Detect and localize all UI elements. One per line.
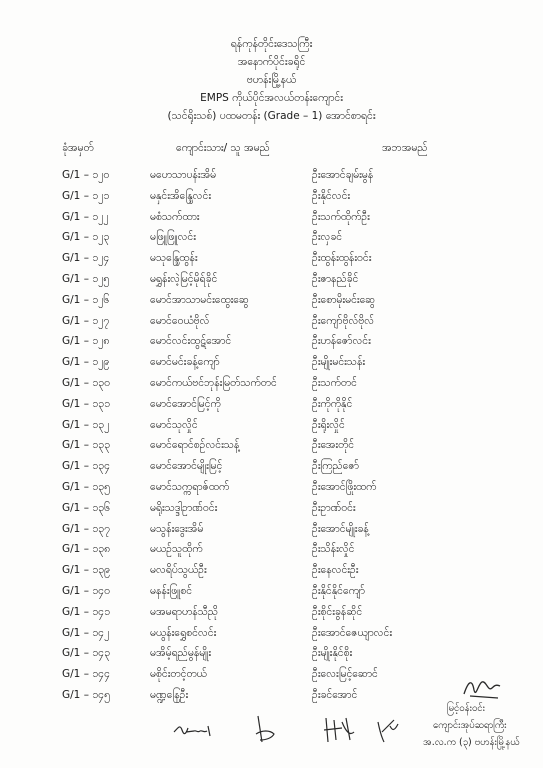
parent-name: ဦးအောင်ဇေယျာလင်း [312,626,393,639]
column-header-roll: ခုံအမှတ် [62,142,94,154]
signatory-org: အ.လ.က (၃) ဗဟန်းမြို့နယ် [423,737,520,748]
student-name: မောင်လင်းထွဋ်အောင် [150,335,232,348]
list-item [0,459,543,480]
list-item [0,272,543,293]
parent-name: ဦးအောင်ချမ်းမွန် [312,169,374,181]
roll-number: G/1 – ၁၂၂ [62,210,109,223]
column-header-student: ကျောင်းသား/ သူ အမည် [176,142,270,154]
roll-number: G/1 – ၁၃၈ [62,543,111,556]
parent-name: ဦးဟန်ဇော်လင်း [312,335,371,348]
roll-number: G/1 – ၁၃၄ [62,460,110,473]
roll-number: G/1 – ၁၃၇ [62,522,110,535]
student-name: မရိုးသဒ္ဒါဥာဏ်ဝင်း [150,501,218,514]
student-name: မစံသက်ထား [150,210,200,223]
list-item [0,605,543,626]
roll-number: G/1 – ၁၃၂ [62,418,110,431]
roll-number: G/1 – ၁၂၀ [62,169,110,181]
parent-name: ဦးအေးတိုင် [312,439,355,452]
roll-number: G/1 – ၁၂၁ [62,189,110,202]
roll-number: G/1 – ၁၄၃ [62,647,110,660]
signature-principal [460,674,504,702]
header-list-title: (သင်ရိုးသစ်) ပထမတန်း (Grade – 1) အောင်စာရင်း [167,110,376,122]
list-item [0,251,543,272]
parent-name: ဦးထွန်းထွန်းဝင်း [312,252,372,265]
roll-number: G/1 – ၁၄၅ [62,688,110,701]
parent-name: ဦးမျိုးနိုင်စိုး [312,647,353,660]
parent-name: ဦးခင်အောင် [312,688,358,701]
student-name: မောင်အောင်မျိုးမြင့် [150,460,223,473]
roll-number: G/1 – ၁၃၅ [62,480,110,493]
student-name: မရွှန်းလဲ့မြင့်မိုရ်ခိုင် [150,272,218,285]
roll-number: G/1 – ၁၂၇ [62,314,110,327]
roll-number: G/1 – ၁၄၂ [62,626,110,639]
list-item [0,293,543,314]
student-name: မအမရာဟန်သီညို [150,605,218,618]
roll-number: G/1 – ၁၃၁ [62,397,110,410]
student-name: မနှင်းအိန္ဒြေလင်း [150,189,211,202]
roll-number: G/1 – ၁၂၅ [62,272,110,285]
student-name: မောင်အာသာမင်းထွေးဆွေ [150,293,249,306]
parent-name: ဦးအောင်မျိုးခန့် [312,522,369,535]
student-name: မယဉ်သူထိုက် [150,543,203,556]
student-name: မောင်မင်းခန့်ကျော် [150,356,220,369]
list-item [0,501,543,522]
parent-name: ဦးနေလင်းဦး [312,564,359,577]
student-name: မလရိပ်သွယ်ဦး [150,564,207,577]
list-item [0,626,543,647]
list-item [0,563,543,584]
student-name: မောင်ဝေယံဗိုလ် [150,314,210,327]
parent-name: ဦးလှခင် [312,231,343,244]
roll-number: G/1 – ၁၂၃ [62,231,110,244]
student-name: မသွန်းဒွေးအိမ် [150,522,204,535]
parent-name: ဦးကျော်ဗိုလ်ဗိုလ် [312,314,375,327]
header-district: အနောက်ပိုင်းခရိုင် [237,56,306,68]
list-item [0,522,543,543]
list-item [0,542,543,563]
list-item [0,397,543,418]
parent-name: ဦးကြည်ဇော် [312,460,359,473]
signature-1 [172,718,220,744]
roll-number: G/1 – ၁၄၄ [62,668,110,681]
student-name: မဏ္ဍနြေဦး [150,688,189,701]
student-name: မအိမ့်ရည်မွန်မျိုး [150,647,212,660]
student-name: မဟေသာပန်းအိမ် [150,169,217,181]
list-item [0,189,543,210]
roll-number: G/1 – ၁၃၉ [62,564,110,577]
parent-name: ဦးနိုင်လင်း [312,189,351,202]
student-name: မောင်ရောင်စဉ်လင်းသန့် [150,439,240,452]
roll-number: G/1 – ၁၃၀ [62,376,110,389]
signature-4 [372,714,402,746]
list-item [0,168,543,189]
parent-name: ဦးလေးမြင့်ဆောင် [312,668,378,681]
list-item [0,230,543,251]
signature-3 [320,712,360,746]
list-item [0,210,543,231]
list-item [0,376,543,397]
parent-name: ဦးအောင်ဖြိုးထက် [312,480,377,493]
roll-number: G/1 – ၁၂၉ [62,356,110,369]
student-name: မစိုင်းတင့်တယ် [150,668,207,681]
student-name: မသုန္ဒြေထွန်း [150,252,198,265]
student-name: မောင်သက္ကရာဇ်ထက် [150,480,230,493]
list-item [0,584,543,605]
student-name: မောင်အောင်မြင့်ကို [150,397,221,410]
header-township: ဗဟန်းမြို့နယ် [246,74,297,86]
student-name: မောင်ကယ်ဗင်ဘုန်းမြတ်သက်တင် [150,376,277,389]
roll-number: G/1 – ၁၄၀ [62,584,110,597]
column-header-parent: အဘအမည် [382,142,428,154]
header-school: EMPS ကိုယ်ပိုင်အလယ်တန်းကျောင်း [200,92,343,104]
roll-number: G/1 – ၁၄၁ [62,605,110,618]
signatory-title: ကျောင်းအုပ်ဆရာကြီး [433,720,507,731]
parent-name: ဦးရိုးလှိုင် [312,418,345,431]
parent-name: ဦးသက်ထိုက်ဦး [312,210,370,223]
parent-name: ဦးဥာဏ်ဝင်း [312,501,356,514]
student-name: မနန်းဖြူစင် [150,584,193,597]
list-item [0,418,543,439]
parent-name: ဦးစောမိုးမင်းဆွေ [312,293,376,306]
list-item [0,646,543,667]
parent-name: ဦးနိုင်နိုင်ကျော် [312,584,365,597]
student-name: မောင်သုလှိုင် [150,418,198,431]
list-item [0,480,543,501]
results-list [0,168,543,709]
student-name: မယွန်းရွှေစင်လင်း [150,626,217,639]
roll-number: G/1 – ၁၂၄ [62,252,110,265]
parent-name: ဦးစိုင်းခွန်ဆိုင် [312,605,363,618]
parent-name: ဦးမျိုးမင်းသန်း [312,356,366,369]
roll-number: G/1 – ၁၃၆ [62,501,110,514]
list-item [0,314,543,335]
roll-number: G/1 – ၁၃၃ [62,439,110,452]
roll-number: G/1 – ၁၂၈ [62,335,110,348]
list-item [0,355,543,376]
list-item [0,334,543,355]
parent-name: ဦးသက်တင် [312,376,357,389]
signatory-name: မြင့်ဝန်းဝင်း [447,703,485,714]
header-region: ရန်ကုန်တိုင်းဒေသကြီး [230,38,313,50]
student-name: မဖြူဖြူလင်း [150,231,196,244]
roll-number: G/1 – ၁၂၆ [62,293,110,306]
parent-name: ဦးကိုကိုနိုင် [312,397,353,410]
signature-2 [248,712,282,748]
list-item [0,438,543,459]
parent-name: ဦးဇာနည်ခိုင် [312,272,359,285]
parent-name: ဦးသိန်းလှိုင် [312,543,355,556]
